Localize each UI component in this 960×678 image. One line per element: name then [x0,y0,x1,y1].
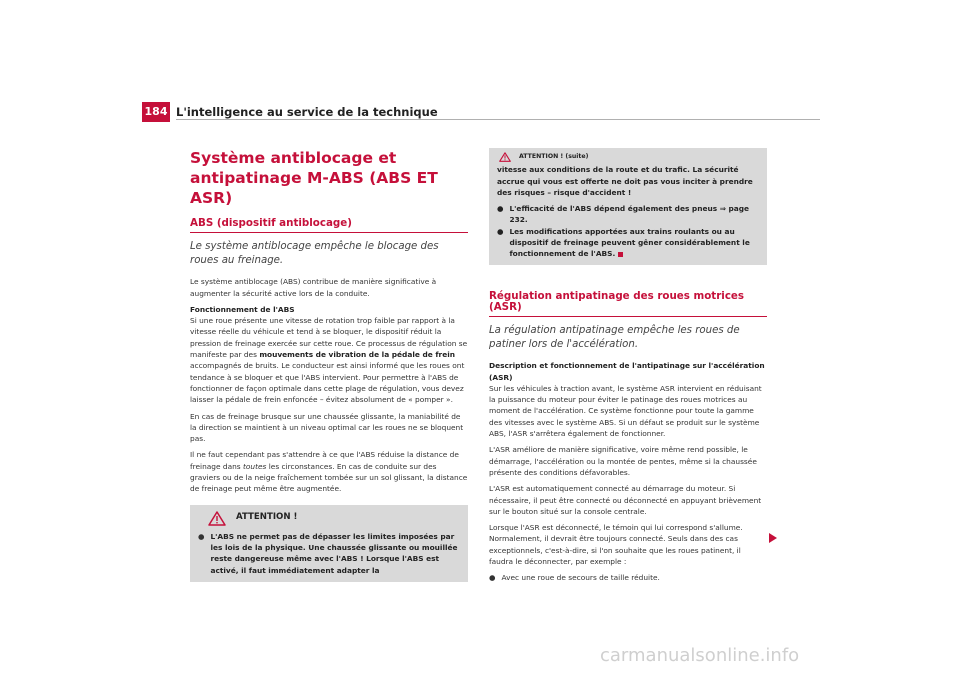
abs-paragraph-3: Il ne faut cependant pas s'attendre à ce que l'ABS réduise la distance de freinage dans toutes les circonstances. En cas de conduite sur des graviers ou de la neige fraîchement tombée sur un sol glissant, la distance de freinage peut même être augmentée. [190,450,468,494]
abs-paragraph-1: Si une roue présente une vitesse de rotation trop faible par rapport à la vitesse réelle du véhicule et tend à se bloquer, le dispositif réduit la pression de freinage exercée sur cette roue. Ce processus de régulation se manifeste par des mouvements de vibration de la pédale de frein accompagnés de bruits. Le conducteur est ainsi informé que les roues ont tendance à se bloquer et que l'ABS intervient. Pour permettre à l'ABS de fonctionner de façon optimale dans cette plage de régulation, vous devez laisser la pédale de frein enfoncée – évitez absolument de « pomper ». [190,316,468,405]
continue-arrow-icon [768,532,778,544]
asr-paragraph-3: L'ASR est automatiquement connecté au démarrage du moteur. Si nécessaire, il peut être connecté ou déconnecté en appuyant brièvement sur le bouton situé sur la console centrale. [489,484,762,516]
abs-lead: Le système antiblocage empêche le blocage des roues au freinage. [190,241,439,266]
abs-heading: ABS (dispositif antiblocage) [190,218,468,233]
asr-paragraph-2: L'ASR améliore de manière significative, voire même rend possible, le démarrage, l'accélération ou la montée de pentes, même si la chaussée présente des conditions défavorables. [489,445,757,477]
end-mark-icon [618,252,623,257]
asr-subhead: Description et fonctionnement de l'antipatinage sur l'accélération (ASR) [489,361,765,382]
bullet-icon: ● [489,573,496,583]
left-column [190,148,468,582]
warning-continued-title: ATTENTION ! (suite) [519,153,589,160]
section-title: Système antiblocage et antipatinage M-ABS (ABS ET ASR) [190,149,438,207]
warning-bullet-2: ● Les modifications apportées aux trains roulants ou au dispositif de freinage peuvent gêner considérablement le fonctionnement de l'ABS. [497,226,750,259]
bullet-icon: ● [497,226,504,236]
warning-box [190,505,468,582]
warning-triangle-icon [499,152,511,162]
right-column [489,148,767,584]
asr-lead: La régulation antipatinage empêche les roues de patiner lors de l'accélération. [489,325,740,350]
asr-bullet-1: ● Avec une roue de secours de taille réduite. [489,573,660,583]
asr-heading: Régulation antipatinage des roues motrices (ASR) [489,291,767,318]
warning-title: ATTENTION ! [236,512,298,523]
abs-bold-phrase: mouvements de vibration de la pédale de frein [259,350,456,360]
warning-text: L'ABS ne permet pas de dépasser les limites imposées par les lois de la physique. Une chaussée glissante ou mouillée reste dangereuse même avec l'ABS ! Lorsque l'ABS est activé, il faut immédiatement adapter la [210,531,458,575]
bullet-icon: ● [497,204,504,214]
asr-paragraph-4: Lorsque l'ASR est déconnecté, le témoin qui lui correspond s'allume. Normalement, il devrait être toujours connecté. Seuls dans des cas exceptionnels, c'est-à-dire, si l'on souhaite que les roues patinent, il faudra le déconnecter, par exemple : [489,523,743,567]
warning-bullet [198,531,462,576]
abs-intro: Le système antiblocage (ABS) contribue de manière significative à augmenter la sécurité active lors de la conduite. [190,277,437,298]
page-number: 184 [142,102,170,122]
header-rule [176,119,820,120]
bullet-icon: ● [198,531,205,541]
header-title: L'intelligence au service de la technique [176,105,438,119]
asr-paragraph-1: Sur les véhicules à traction avant, le système ASR intervient en réduisant la puissance du moteur pour éviter le patinage des roues motrices au moment de l'accélération. Ce système fonctionne pour toute la gamme des vitesses avec le système ABS. Si un défaut se produit sur le système ABS, l'ASR s'arrêtera également de fonctionner. [489,383,762,439]
warning-continued-box [489,148,767,265]
warning-continued-text: vitesse aux conditions de la route et du trafic. La sécurité accrue qui vous est offerte ne doit pas vous inciter à prendre des risques – risque d'accident ! [497,165,753,197]
warning-triangle-icon [208,511,226,526]
abs-subhead: Fonctionnement de l'ABS [190,304,295,314]
warning-bullet-1: ● L'efficacité de l'ABS dépend également des pneus ⇒ page 232. [497,204,750,225]
watermark: carmanualsonline.info [600,645,800,666]
abs-paragraph-2: En cas de freinage brusque sur une chaussée glissante, la maniabilité de la direction se maintient à un niveau optimal car les roues ne se bloquent pas. [190,411,464,444]
